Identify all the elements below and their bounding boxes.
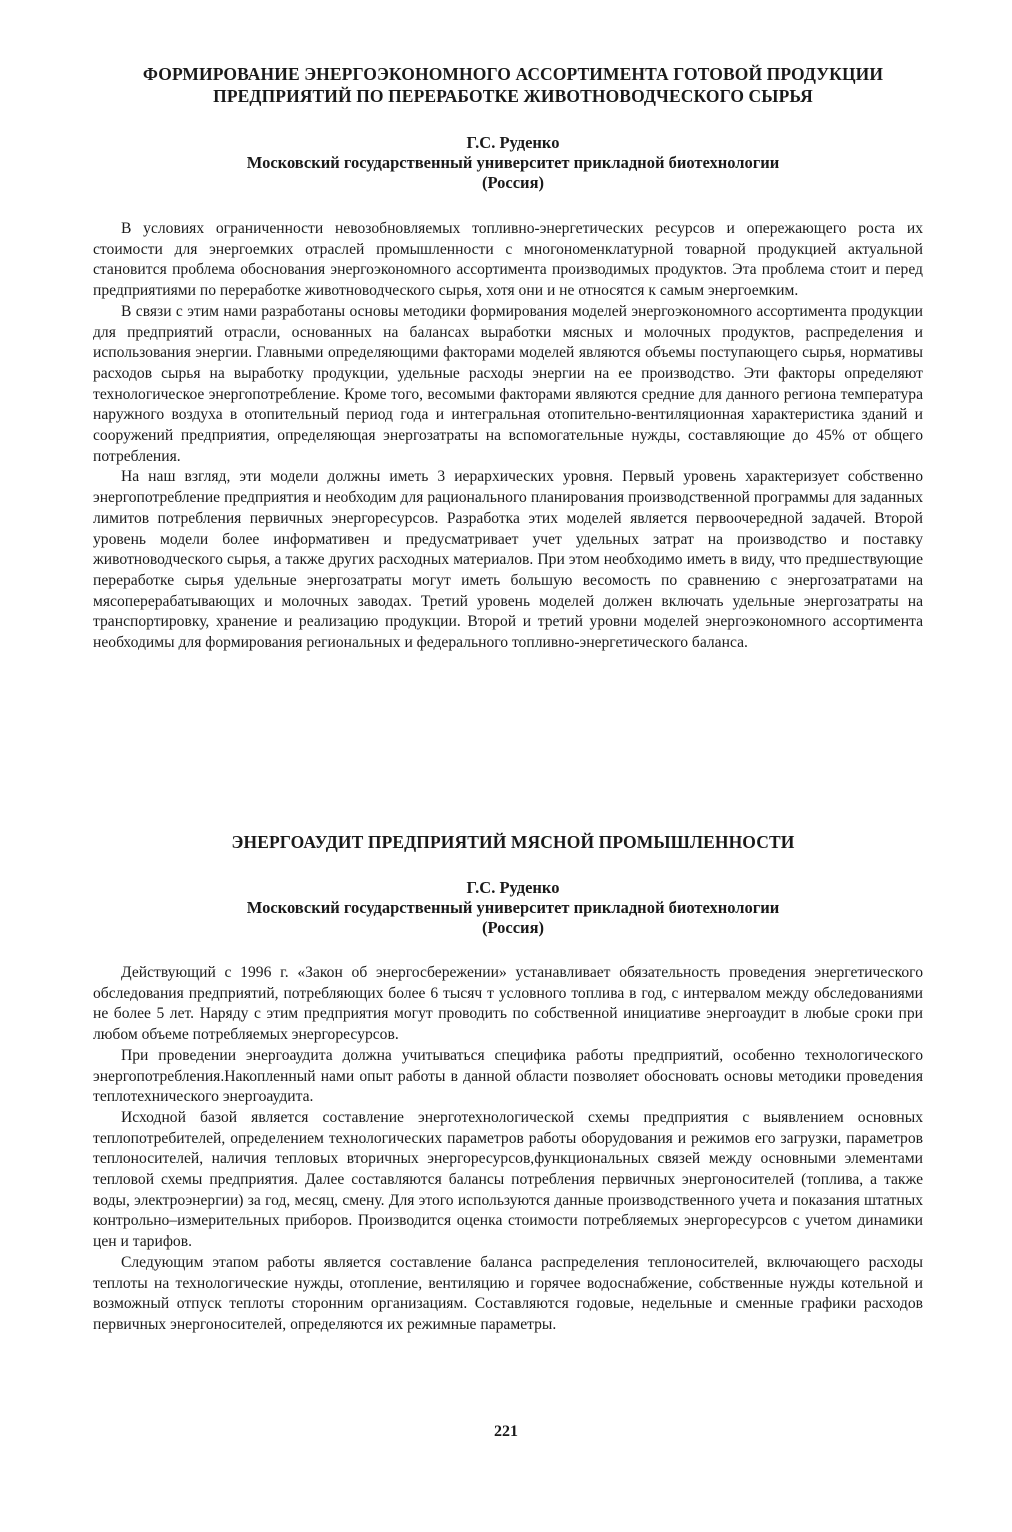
article1-country: (Россия) [482, 173, 544, 192]
article2-paragraph-2: При проведении энергоаудита должна учитываться специфика работы предприятий, особенно технологического энергопотребления.Накопленный нами опыт работы в данной области позволяет обосновать основы методики проведения теплотехнического энергоаудита. [93, 1046, 923, 1106]
article1-paragraph-3: На наш взгляд, эти модели должны иметь 3 иерархических уровня. Первый уровень характеризует собственно энергопотребление предприятия и необходим для рационального планирования производственной программы для заданных лимитов потребления первичных энергоресурсов. Разработка этих моделей является первоочередной задачей. Второй уровень модели более информативен и предусматривает учет удельных затрат на производство и поставку животноводческого сырья, а также других расходных материалов. При этом необходимо иметь в виду, что предшествующие переработке сырья удельные энергозатраты могут иметь большую весомость по сравнению с энергозатратами на мясоперерабатывающих и молочных заводах. Третий уровень моделей должен включать удельные энергозатраты на транспортировку, хранение и реализацию продукции. Второй и третий уровни моделей энергоэкономного ассортимента необходимы для формирования региональных и федерального топливно-энергетического баланса. [93, 468, 923, 652]
page-number: 221 [494, 1423, 518, 1440]
article1-body [93, 219, 923, 654]
article2-affiliation: Московский государственный университет прикладной биотехнологии [246, 898, 780, 917]
article1-affiliation: Московский государственный университет прикладной биотехнологии [246, 153, 780, 172]
article2-body [93, 963, 923, 1336]
article1-title-line2: ПРЕДПРИЯТИЙ ПО ПЕРЕРАБОТКЕ ЖИВОТНОВОДЧЕСКОГО СЫРЬЯ [213, 86, 813, 106]
article1-paragraph-2: В связи с этим нами разработаны основы методики формирования моделей энергоэкономного ассортимента продукции для предприятий отрасли, основанных на балансах выработки мясных и молочных продуктов, распределения и использования энергии. Главными определяющими факторами моделей являются объемы поступающего сырья, нормативы расходов сырья на выработку продукции, удельные расходы энергии на ее производство. Эти факторы определяют технологическое энергопотребление. Кроме того, весомыми факторами являются средние для данного региона температура наружного воздуха в отопительный период года и интегральная отопительно-вентиляционная характеристика зданий и сооружений предприятия, определяющая энергозатраты на вспомогательные нужды, составляющие до 45% от общего потребления. [93, 302, 923, 465]
article2-paragraph-3: Исходной базой является составление энерготехнологической схемы предприятия с выявлением основных теплопотребителей, определением технологических параметров работы оборудования и режимов его загрузки, параметров теплоносителей, наличия тепловых вторичных энергоресурсов,функциональных связей между основными элементами тепловой схемы предприятия. Далее составляются балансы потребления первичных энергоносителей (топлива, а также воды, электроэнергии) за год, месяц, смену. Для этого используются данные производственного учета и показания штатных контрольно–измерительных приборов. Производится оценка стоимости потребляемых энергоресурсов с учетом динамики цен и тарифов. [93, 1108, 923, 1251]
article1-title-line1: ФОРМИРОВАНИЕ ЭНЕРГОЭКОНОМНОГО АССОРТИМЕНТА ГОТОВОЙ ПРОДУКЦИИ [142, 64, 884, 84]
article2-paragraph-4: Следующим этапом работы является составление баланса распределения теплоносителей, включающего расходы теплоты на технологические нужды, отопление, вентиляцию и горячее водоснабжение, собственные нужды котельной и возможный отпуск теплоты сторонним организациям. Составляются годовые, недельные и сменные графики расходов первичных энергоносителей, определяются их режимные параметры. [93, 1253, 923, 1333]
article1-author: Г.С. Руденко [466, 133, 560, 152]
article1-paragraph-1: В условиях ограниченности невозобновляемых топливно-энергетических ресурсов и опережающего роста их стоимости для энергоемких отраслей промышленности с многономенклатурной товарной продукцией актуальной становится проблема обоснования энергоэкономного ассортимента производимых продуктов. Эта проблема стоит и перед предприятиями по переработке животноводческого сырья, хотя они и не относятся к самым энергоемким. [93, 220, 923, 300]
article2-country: (Россия) [482, 918, 544, 937]
article2-title: ЭНЕРГОАУДИТ ПРЕДПРИЯТИЙ МЯСНОЙ ПРОМЫШЛЕННОСТИ [231, 832, 795, 852]
article2-paragraph-1: Действующий с 1996 г. «Закон об энергосбережении» устанавливает обязательность проведения энергетического обследования предприятий, потребляющих более 6 тысяч т условного топлива в год, с интервалом между обследованиями не более 5 лет. Наряду с этим предприятия могут проводить по собственной инициативе энергоаудит в любые сроки при любом объеме потребляемых энергоресурсов. [93, 964, 923, 1044]
article2-author: Г.С. Руденко [466, 878, 560, 897]
